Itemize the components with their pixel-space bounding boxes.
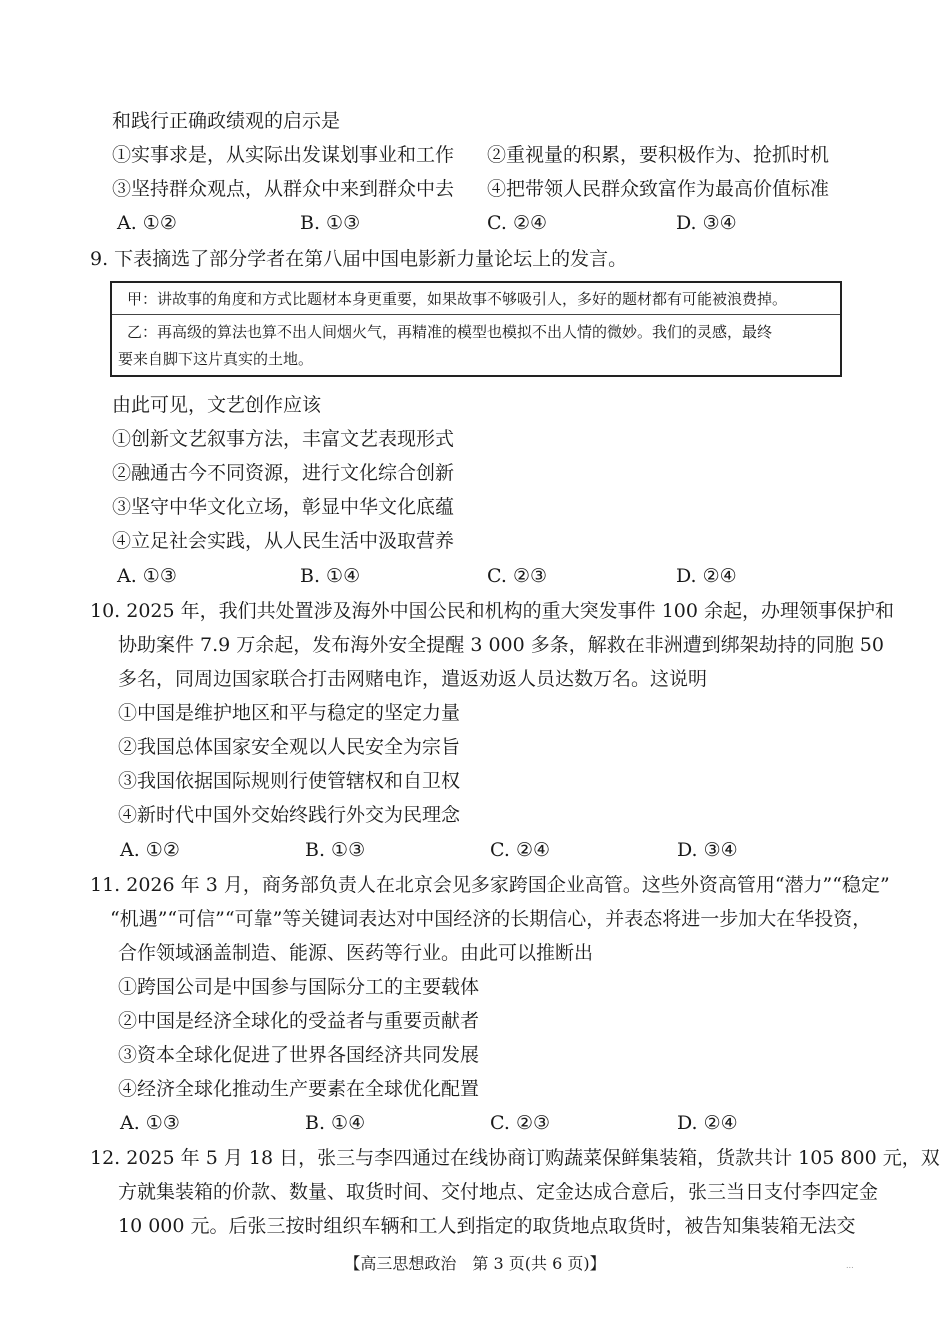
q8-stem-end: 和践行正确政绩观的启示是	[112, 110, 341, 132]
q8-option-c: C. ②④	[487, 212, 548, 234]
q11-item-1: ①跨国公司是中国参与国际分工的主要载体	[118, 976, 480, 998]
quote-row-jia: 甲：讲故事的角度和方式比题材本身更重要，如果故事不够吸引人，多好的题材都有可能被浪费掉。	[112, 283, 840, 315]
q9-option-b: B. ①④	[300, 565, 361, 587]
q8-item-3: ③坚持群众观点，从群众中来到群众中去	[112, 178, 455, 200]
q9-option-d: D. ②④	[676, 565, 737, 587]
quote-row-yi-line1: 乙：再高级的算法也算不出人间烟火气，再精准的模型也模拟不出人情的微妙。我们的灵感，最终	[127, 323, 773, 341]
q9-item-3: ③坚守中华文化立场，彰显中华文化底蕴	[112, 496, 455, 518]
q11-item-3: ③资本全球化促进了世界各国经济共同发展	[118, 1044, 480, 1066]
q11-option-a: A. ①③	[120, 1112, 180, 1134]
q11-stem-line2: “机遇”“可信”“可靠”等关键词表达对中国经济的长期信心，并表态将进一步加大在华投资，	[110, 908, 872, 930]
q11-item-4: ④经济全球化推动生产要素在全球优化配置	[118, 1078, 480, 1100]
q11-option-c: C. ②③	[490, 1112, 551, 1134]
q9-item-2: ②融通古今不同资源，进行文化综合创新	[112, 462, 455, 484]
q8-item-4: ④把带领人民群众致富作为最高价值标准	[487, 178, 830, 200]
q8-item-1: ①实事求是，从实际出发谋划事业和工作	[112, 144, 455, 166]
q10-option-b: B. ①③	[305, 839, 366, 861]
q9-item-4: ④立足社会实践，从人民生活中汲取营养	[112, 530, 455, 552]
q9-item-1: ①创新文艺叙事方法，丰富文艺表现形式	[112, 428, 455, 450]
q10-option-c: C. ②④	[490, 839, 551, 861]
q11-option-d: D. ②④	[677, 1112, 738, 1134]
q9-option-c: C. ②③	[487, 565, 548, 587]
q10-stem-line3: 多名，同周边国家联合打击网赌电诈，遣返劝返人员达数万名。这说明	[118, 668, 708, 690]
quote-row-yi	[112, 315, 840, 375]
q10-stem-line1: 10. 2025 年，我们共处置涉及海外中国公民和机构的重大突发事件 100 余起，办理领事保护和	[90, 600, 894, 622]
q9-stem: 9. 下表摘选了部分学者在第八届中国电影新力量论坛上的发言。	[90, 248, 628, 270]
q10-option-d: D. ③④	[677, 839, 738, 861]
q12-stem-line2: 方就集装箱的价款、数量、取货时间、交付地点、定金达成合意后，张三当日支付李四定金	[118, 1181, 879, 1203]
quote-table	[110, 281, 842, 377]
q8-option-b: B. ①③	[300, 212, 361, 234]
page-footer: 【高三思想政治 第 3 页(共 6 页)】	[344, 1254, 606, 1273]
q11-item-2: ②中国是经济全球化的受益者与重要贡献者	[118, 1010, 480, 1032]
q10-item-3: ③我国依据国际规则行使管辖权和自卫权	[118, 770, 461, 792]
q10-item-1: ①中国是维护地区和平与稳定的坚定力量	[118, 702, 461, 724]
q8-option-d: D. ③④	[676, 212, 737, 234]
q8-item-2: ②重视量的积累，要积极作为、抢抓时机	[487, 144, 830, 166]
quote-row-yi-line2: 要来自脚下这片真实的土地。	[118, 350, 314, 368]
q10-option-a: A. ①②	[120, 839, 180, 861]
q10-item-4: ④新时代中国外交始终践行外交为民理念	[118, 804, 461, 826]
q11-stem-line1: 11. 2026 年 3 月，商务部负责人在北京会见多家跨国企业高管。这些外资高管用“潜力”“稳定”	[90, 874, 890, 896]
q8-option-a: A. ①②	[117, 212, 177, 234]
q9-option-a: A. ①③	[117, 565, 177, 587]
q12-stem-line3: 10 000 元。后张三按时组织车辆和工人到指定的取货地点取货时，被告知集装箱无法交	[118, 1215, 856, 1237]
corner-mark: ...	[846, 1261, 854, 1270]
q10-stem-line2: 协助案件 7.9 万余起，发布海外安全提醒 3 000 多条，解救在非洲遭到绑架劫持的同胞 50	[118, 634, 884, 656]
q9-lead: 由此可见，文艺创作应该	[112, 394, 322, 416]
q11-stem-line3: 合作领域涵盖制造、能源、医药等行业。由此可以推断出	[118, 942, 594, 964]
q11-option-b: B. ①④	[305, 1112, 366, 1134]
q10-item-2: ②我国总体国家安全观以人民安全为宗旨	[118, 736, 461, 758]
q12-stem-line1: 12. 2025 年 5 月 18 日，张三与李四通过在线协商订购蔬菜保鲜集装箱，货款共计 105 800 元，双	[90, 1147, 940, 1169]
